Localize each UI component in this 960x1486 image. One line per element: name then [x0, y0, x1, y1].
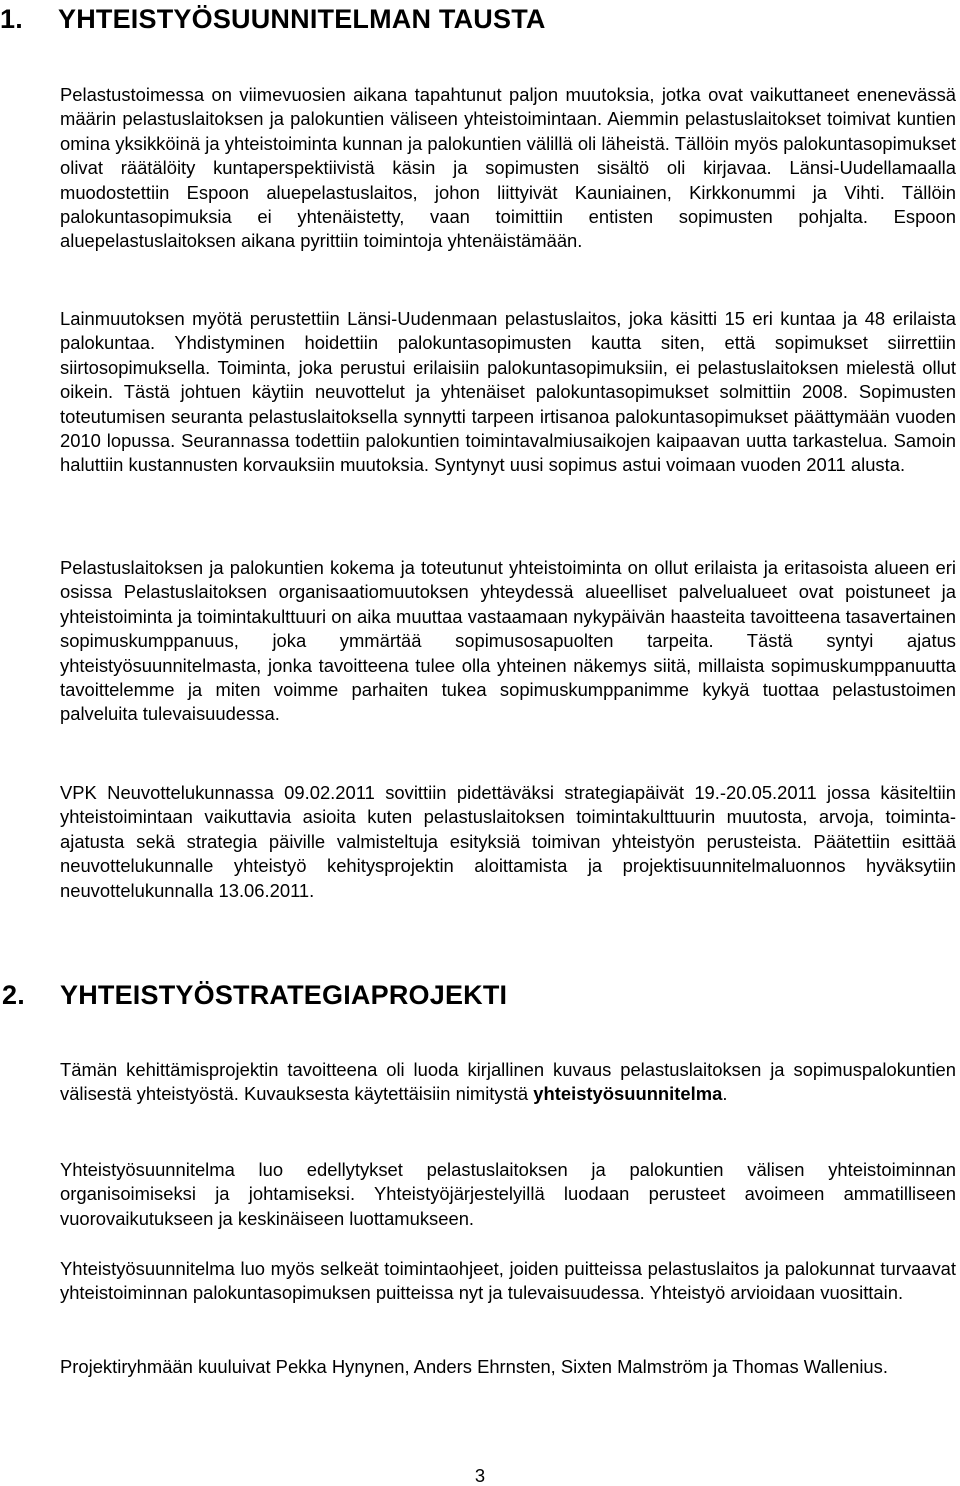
section-2-paragraph-1: Yhteistyösuunnitelma luo edellytykset pelastuslaitoksen ja palokuntien välisen yhteistoiminnan organisoimiseksi ja johtamiseksi. Yhteistyöjärjestelyillä luodaan perusteet avoimeen ammatilliseen vuorovaikutukseen ja keskinäiseen luottamukseen.: [60, 1159, 956, 1229]
section-2-heading: [2, 978, 507, 1012]
section-1-paragraph-1: Pelastustoimessa on viimevuosien aikana tapahtunut paljon muutoksia, jotka ovat vaikuttaneet enenevässä määrin pelastuslaitoksen ja palokuntien väliseen yhteistoimintaan. Aiemmin pelastuslaitokset toimivat kuntien omina yksikköinä ja yhteistoiminta kunnan ja palokuntien välillä oli läheistä. Tällöin myös palokuntasopimukset olivat räätälöity kuntaperspektiivistä käsin ja sopimusten sisältö oli kirjavaa. Länsi-Uudellamaalla muodostettiin Espoon aluepelastuslaitos, johon liittyivät Kauniainen, Kirkkonummi ja Vihti. Tällöin palokuntasopimuksia ei yhtenäistetty, vaan toimittiin entisten sopimusten pohjalta. Espoon aluepelastuslaitoksen aikana pyrittiin toimintoja yhtenäistämään.: [60, 84, 956, 252]
section-2-intro-text: Tämän kehittämisprojektin tavoitteena oli luoda kirjallinen kuvaus pelastuslaitoksen ja sopimuspalokuntien välisestä yhteistyöstä. Kuvauksesta käytettäisiin nimitystä: [60, 1059, 956, 1105]
section-1-number: 1.: [0, 4, 23, 34]
page-number: 3: [474, 1465, 486, 1486]
section-1-title: YHTEISTYÖSUUNNITELMAN TAUSTA: [58, 4, 546, 34]
section-2-intro-bold-term: yhteistyösuunnitelma: [533, 1083, 723, 1105]
section-2-paragraph-2: Yhteistyösuunnitelma luo myös selkeät toimintaohjeet, joiden puitteissa pelastuslaitos ja palokunnat turvaavat yhteistoiminnan palokuntasopimuksen puitteissa nyt ja tulevaisuudessa. Yhteistyö arvioidaan vuosittain.: [60, 1258, 956, 1304]
section-2-title: YHTEISTYÖSTRATEGIAPROJEKTI: [60, 980, 508, 1010]
section-2-intro-end: .: [722, 1083, 728, 1105]
section-2-number: 2.: [2, 980, 25, 1010]
section-1-paragraph-4: VPK Neuvottelukunnassa 09.02.2011 sovittiin pidettäväksi strategiapäivät 19.-20.05.2011 jossa käsiteltiin yhteistoimintaan vaikuttavia asioita kuten pelastuslaitoksen toimintakulttuurin muutosta, arvoja, toiminta-ajatusta sekä strategia päiville valmisteltuja esityksiä toimivan yhteistyön perusteista. Päätettiin esittää neuvottelukunnalle yhteistyö kehitysprojektin aloittamista ja projektisuunnitelmaluonnos hyväksytiin neuvottelukunnalla 13.06.2011.: [60, 782, 956, 901]
section-1-paragraph-3: Pelastuslaitoksen ja palokuntien kokema ja toteutunut yhteistoiminta on ollut erilaista ja eritasoista alueen eri osissa Pelastuslaitoksen organisaatiomuutoksen yhteydessä alueelliset palvelualueet ovat poistuneet ja yhteistoiminta ja toimintakulttuuri on aika muuttaa vastaamaan nykypäivän haasteita tavoitteena tasavertainen sopimuskumppanuus, joka ymmärtää sopimusosapuolten tarpeita. Tästä syntyi ajatus yhteistyösuunnitelmasta, jonka tavoitteena tulee olla yhteinen näkemys siitä, millaista sopimuskumppanuutta tavoittelemme ja miten voimme parhaiten tukea sopimuskumppanimme kykyä tuottaa pelastustoimen palveluita tulevaisuudessa.: [60, 557, 956, 725]
section-1-paragraph-2: Lainmuutoksen myötä perustettiin Länsi-Uudenmaan pelastuslaitos, joka käsitti 15 eri kuntaa ja 48 erilaista palokuntaa. Yhdistyminen hoidettiin palokuntasopimusten kautta siten, että sopimukset siirrettiin siirtosopimuksella. Toiminta, joka perustui erilaisiin palokuntasopimuksiin, ei pelastuslaitoksen mielestä ollut oikein. Tästä johtuen käytiin neuvottelut ja yhtenäiset palokuntasopimukset solmittiin 2008. Sopimusten toteutumisen seuranta pelastuslaitoksella synnytti tarpeen irtisanoa palokuntasopimukset päättymään vuoden 2010 lopussa. Seurannassa todettiin palokuntien toimintavalmiusaikojen kaipaavan uutta tarkastelua. Samoin haluttiin kustannusten korvauksiin muutoksia. Syntynyt uusi sopimus astui voimaan vuoden 2011 alusta.: [60, 308, 956, 476]
section-2-intro-paragraph: [60, 1058, 956, 1107]
section-2-paragraph-3: Projektiryhmään kuuluivat Pekka Hynynen, Anders Ehrnsten, Sixten Malmström ja Thomas Wallenius.: [60, 1356, 888, 1377]
section-1-heading: [0, 2, 546, 36]
